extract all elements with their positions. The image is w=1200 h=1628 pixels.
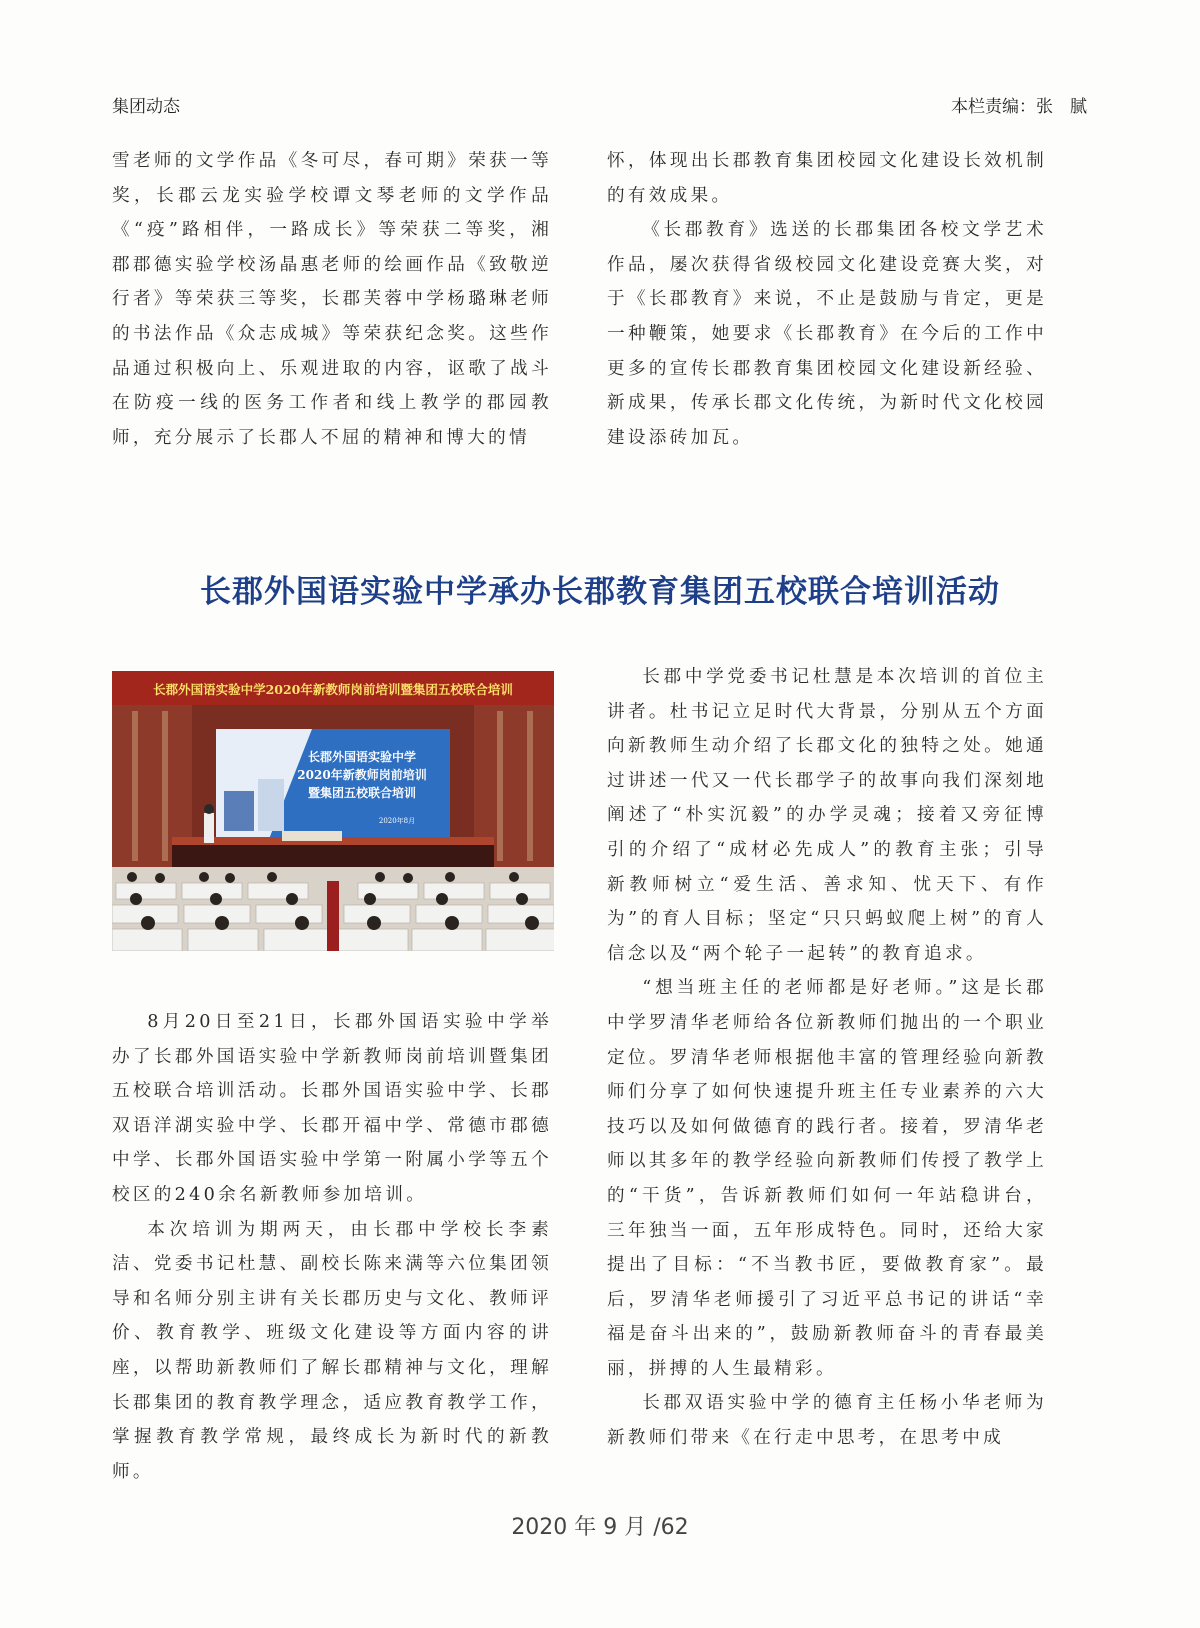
section-label: 集团动态: [112, 97, 180, 117]
paragraph: 《长郡教育》选送的长郡集团各校文学艺术作品，屡次获得省级校园文化建设竞赛大奖，对于《长郡教育》来说，不止是鼓励与肯定，更是一种鞭策，她要求《长郡教育》在今后的工作中更多的宣传长郡教育集团校园文化建设新经验、新成果，传承长郡文化传统，为新时代文化校园建设添砖加瓦。: [607, 220, 1047, 448]
screen-title-line2: 2020年新教师岗前培训: [297, 768, 427, 782]
screen-title-line1: 长郡外国语实验中学: [307, 750, 417, 764]
photo-banner-text: 长郡外国语实验中学2020年新教师岗前培训暨集团五校联合培训: [153, 682, 513, 697]
top-right-column: [607, 144, 1047, 455]
top-left-column: [112, 144, 552, 455]
paragraph: 本次培训为期两天，由长郡中学校长李素洁、党委书记杜慧、副校长陈来满等六位集团领导和名师分别主讲有关长郡历史与文化、教师评价、教育教学、班级文化建设等方面内容的讲座，以帮助新教师们了解长郡精神与文化，理解长郡集团的教育教学理念，适应教育教学工作，掌握教育教学常规，最终成长为新时代的新教师。: [112, 1219, 552, 1482]
screen-date: 2020年8月: [378, 817, 416, 825]
paragraph: 8月20日至21日，长郡外国语实验中学举办了长郡外国语实验中学新教师岗前培训暨集团五校联合培训活动。长郡外国语实验中学、长郡双语洋湖实验中学、长郡开福中学、常德市郡德中学、长郡外国语实验中学第一附属小学等五个校区的240余名新教师参加培训。: [112, 1012, 552, 1205]
paragraph: 长郡中学党委书记杜慧是本次培训的首位主讲者。杜书记立足时代大背景，分别从五个方面向新教师生动介绍了长郡文化的独特之处。她通过讲述一代又一代长郡学子的故事向我们深刻地阐述了“朴实沉毅”的办学灵魂；接着又旁征博引的介绍了“成材必先成人”的教育主张；引导新教师树立“爱生活、善求知、忧天下、有作为”的育人目标；坚定“只只蚂蚁爬上树”的育人信念以及“两个轮子一起转”的教育追求。: [607, 667, 1047, 964]
article-title: 长郡外国语实验中学承办长郡教育集团五校联合培训活动: [200, 574, 1000, 610]
event-photo: [112, 671, 554, 951]
article-left-column: [112, 1005, 552, 1489]
paragraph: “想当班主任的老师都是好老师。”这是长郡中学罗清华老师给各位新教师们抛出的一个职业定位。罗清华老师根据他丰富的管理经验向新教师们分享了如何快速提升班主任专业素养的六大技巧以及如何做德育的践行者。接着，罗清华老师以其多年的教学经验向新教师们传授了教学上的“干货”，告诉新教师们如何一年站稳讲台，三年独当一面，五年形成特色。同时，还给大家提出了目标：“不当教书匠，要做教育家”。最后，罗清华老师援引了习近平总书记的讲话“幸福是奋斗出来的”，鼓励新教师奋斗的青春最美丽，拼搏的人生最精彩。: [607, 978, 1047, 1379]
paragraph: 雪老师的文学作品《冬可尽，春可期》荣获一等奖，长郡云龙实验学校谭文琴老师的文学作品《“疫”路相伴，一路成长》等荣获二等奖，湘郡郡德实验学校汤晶惠老师的绘画作品《致敬逆行者》等荣获三等奖，长郡芙蓉中学杨璐琳老师的书法作品《众志成城》等荣获纪念奖。这些作品通过积极向上、乐观进取的内容，讴歌了战斗在防疫一线的医务工作者和线上教学的郡园教师，充分展示了长郡人不屈的精神和博大的情: [112, 151, 552, 448]
paragraph: 长郡双语实验中学的德育主任杨小华老师为新教师们带来《在行走中思考，在思考中成: [607, 1393, 1047, 1449]
article-right-column: [607, 660, 1047, 1456]
screen-title-line3: 暨集团五校联合培训: [307, 786, 417, 800]
event-photo-illustration: [112, 671, 554, 951]
page-number: 2020 年 9 月 /62: [511, 1515, 689, 1540]
editor-credit: 本栏责编：张 腻: [951, 97, 1087, 117]
paragraph: 怀，体现出长郡教育集团校园文化建设长效机制的有效成果。: [607, 151, 1047, 206]
